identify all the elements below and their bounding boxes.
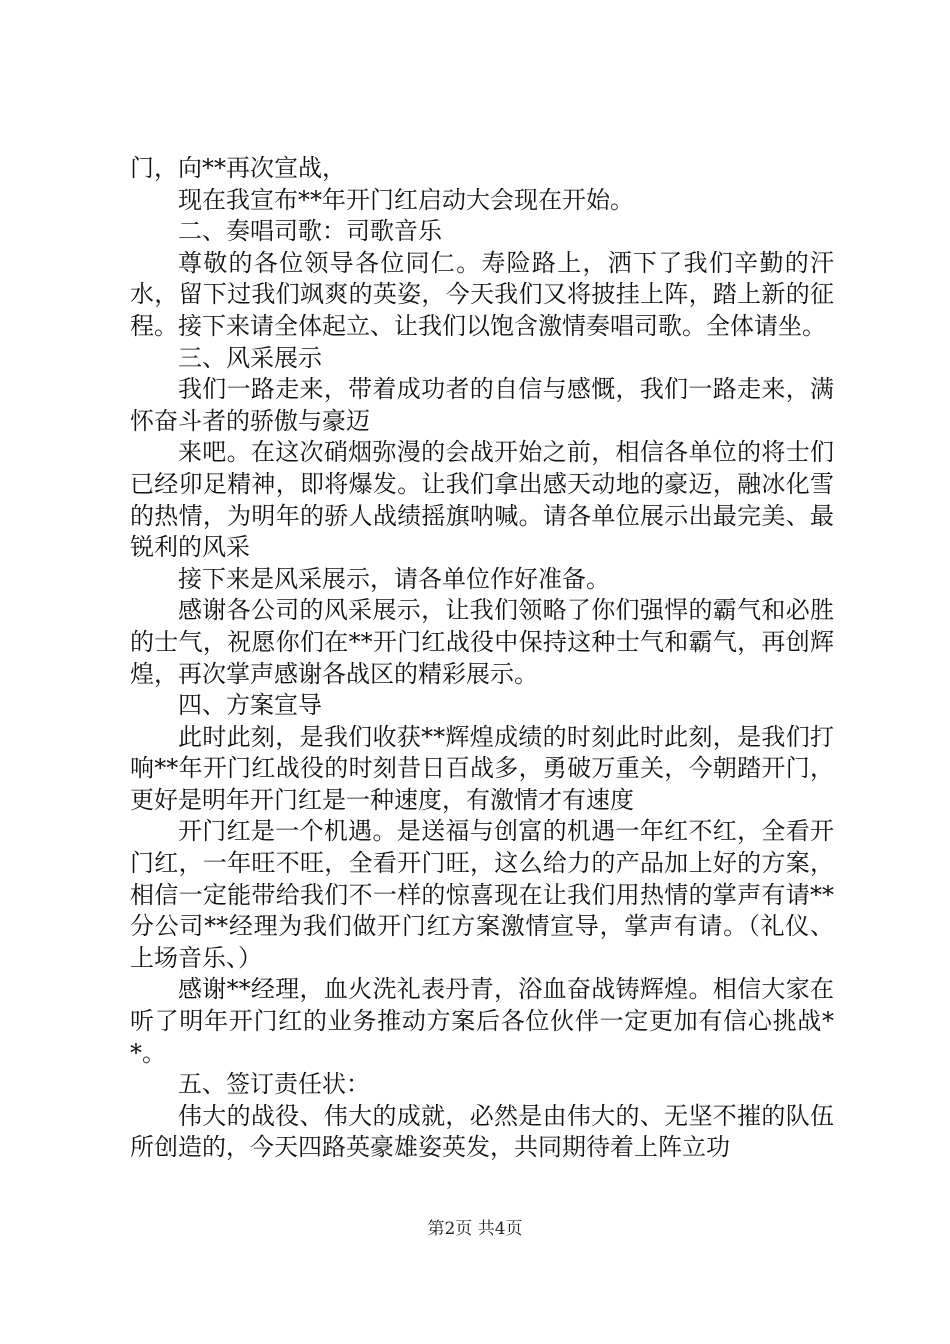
paragraph: 我们一路走来，带着成功者的自信与感慨，我们一路走来，满怀奋斗者的骄傲与豪迈	[130, 375, 834, 435]
paragraph: 现在我宣布**年开门红启动大会现在开始。	[178, 185, 634, 214]
section-heading: 三、风采展示	[178, 343, 322, 372]
paragraph: 接下来是风采展示，请各单位作好准备。	[178, 564, 610, 593]
paragraph: 开门红是一个机遇。是送福与创富的机遇一年红不红，全看开门红，一年旺不旺，全看开门旺，这么给力的产品加上好的方案，相信一定能带给我们不一样的惊喜现在让我们用热情的掌声有请**分公司**经理为我们做开门红方案激情宣导，掌声有请。（礼仪、上场音乐、）	[130, 817, 834, 972]
paragraph: 伟大的战役、伟大的成就，必然是由伟大的、无坚不摧的队伍所创造的，今天四路英豪雄姿英发，共同期待着上阵立功	[130, 1101, 834, 1162]
paragraph: 此时此刻，是我们收获**辉煌成绩的时刻此时此刻，是我们打响**年开门红战役的时刻昔日百战多，勇破万重关，今朝踏开门，更好是明年开门红是一种速度，有激情才有速度	[130, 722, 834, 814]
page-number-footer: 第2页 共4页	[427, 1219, 523, 1239]
paragraph: 门，向**再次宣战，	[130, 154, 346, 182]
paragraph: 来吧。在这次硝烟弥漫的会战开始之前，相信各单位的将士们已经卯足精神，即将爆发。让我们拿出感天动地的豪迈，融冰化雪的热情，为明年的骄人战绩摇旗呐喊。请各单位展示出最完美、最锐利的风采	[130, 438, 834, 562]
paragraph: 感谢各公司的风采展示，让我们领略了你们强悍的霸气和必胜的士气，祝愿你们在**开门红战役中保持这种士气和霸气，再创辉煌，再次掌声感谢各战区的精彩展示。	[130, 596, 834, 688]
section-heading: 四、方案宣导	[178, 691, 322, 720]
document-body	[130, 153, 834, 1164]
paragraph: 尊敬的各位领导各位同仁。寿险路上，洒下了我们辛勤的汗水，留下过我们飒爽的英姿，今天我们又将披挂上阵，踏上新的征程。接下来请全体起立、让我们以饱含激情奏唱司歌。全体请坐。	[130, 248, 834, 340]
paragraph: 感谢**经理，血火洗礼表丹青，浴血奋战铸辉煌。相信大家在听了明年开门红的业务推动方案后各位伙伴一定更加有信心挑战**。	[130, 975, 834, 1067]
section-heading: 五、签订责任状：	[178, 1070, 370, 1099]
section-heading: 二、奏唱司歌：司歌音乐	[178, 217, 442, 246]
